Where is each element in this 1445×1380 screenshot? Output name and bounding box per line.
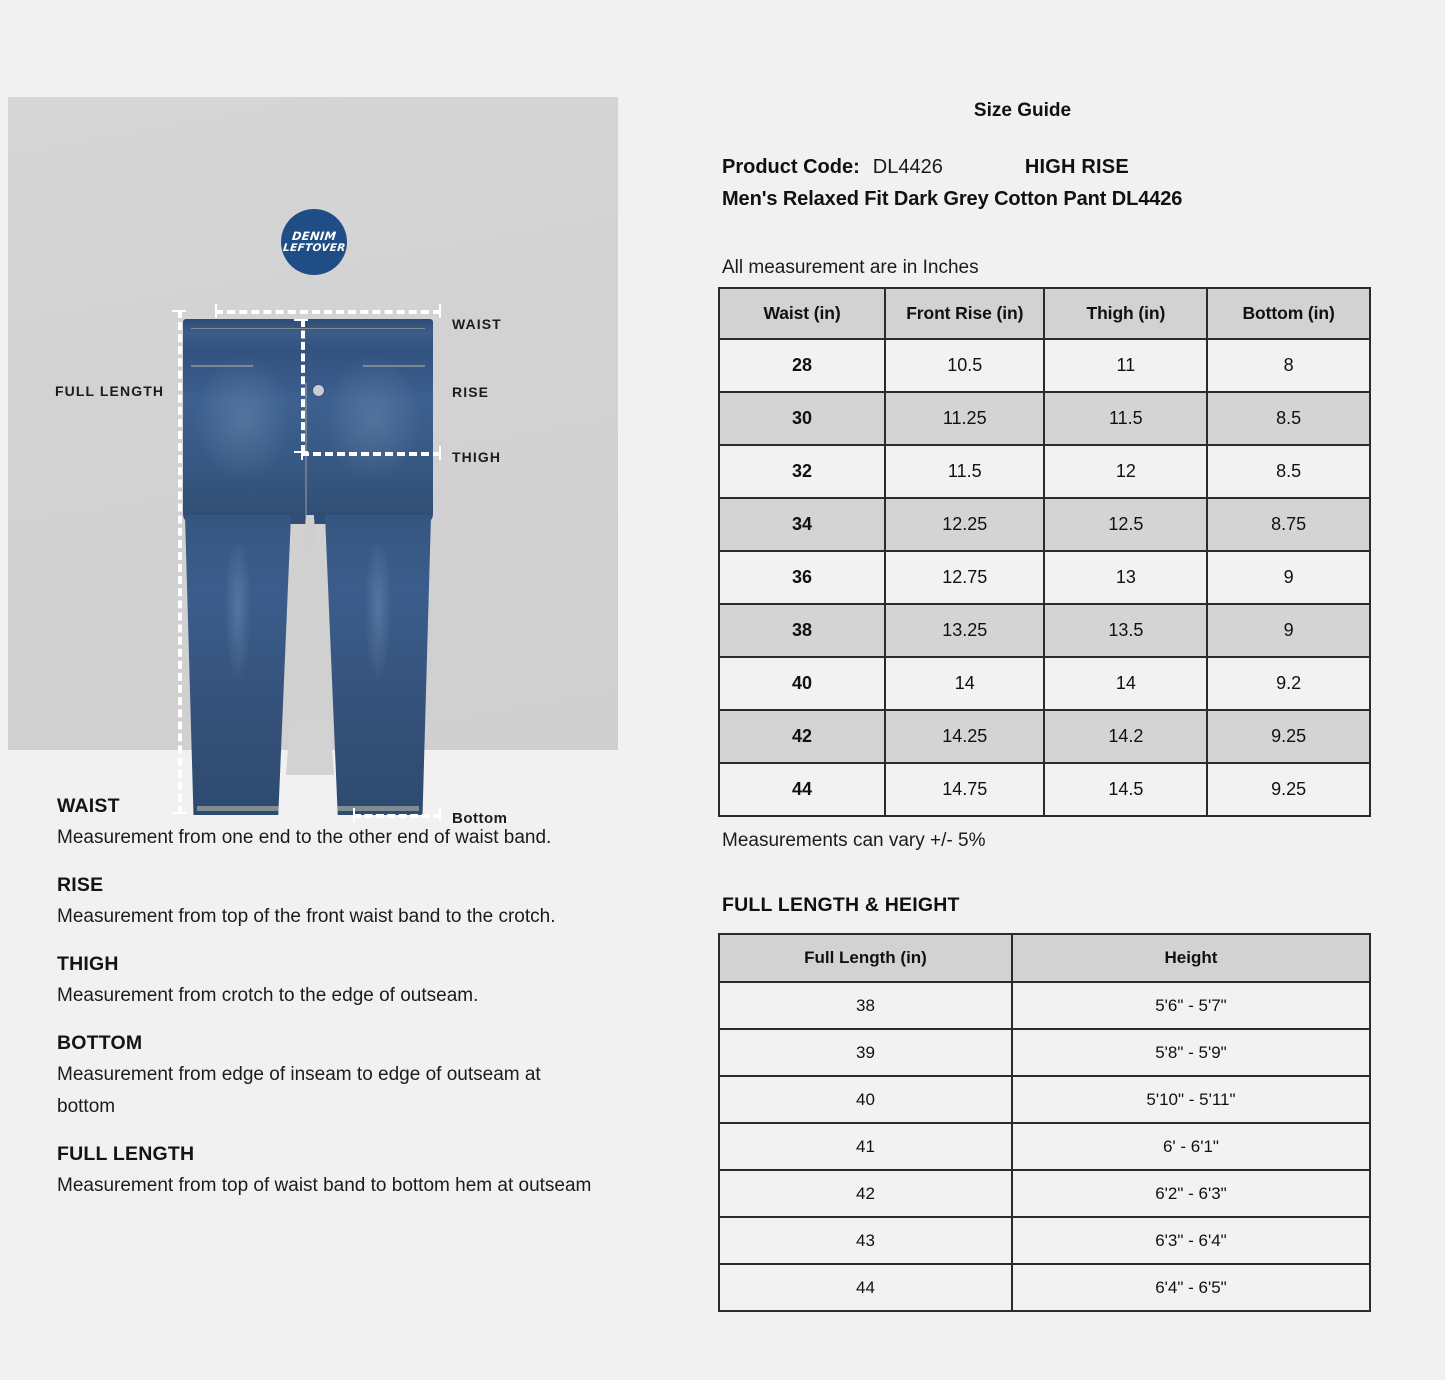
cell-waist: 36 (719, 551, 885, 604)
cell-height: 6' - 6'1" (1012, 1123, 1370, 1170)
thigh-measure-cap-right (439, 446, 441, 460)
cell-bottom: 8.5 (1207, 445, 1370, 498)
table-row (719, 710, 1370, 763)
cell-thigh: 12.5 (1044, 498, 1207, 551)
full-length-heading: FULL LENGTH & HEIGHT (722, 894, 960, 916)
brand-logo-line2: LEFTOVER (282, 241, 346, 254)
table-row (719, 982, 1370, 1029)
variance-note: Measurements can vary +/- 5% (722, 830, 986, 851)
jeans-waistband (183, 319, 433, 353)
thigh-measure-line (301, 452, 441, 456)
product-code-row (722, 156, 1422, 179)
table-header-row (719, 288, 1370, 339)
table-row (719, 1170, 1370, 1217)
cell-thigh: 11.5 (1044, 392, 1207, 445)
definition-bottom (57, 1032, 597, 1123)
table-row (719, 339, 1370, 392)
definition-text: Measurement from top of the front waist band to the crotch. (57, 905, 556, 927)
jeans-leg-left (185, 515, 291, 815)
cell-waist: 42 (719, 710, 885, 763)
table-row (719, 445, 1370, 498)
cell-waist: 44 (719, 763, 885, 816)
waist-measure-line (215, 310, 441, 314)
rise-measure-cap-top (294, 319, 308, 321)
definition-term: WAIST (57, 795, 120, 817)
rise-type-badge: HIGH RISE (1024, 156, 1129, 178)
cell-waist: 38 (719, 604, 885, 657)
cell-waist: 32 (719, 445, 885, 498)
column-header-height: Height (1012, 934, 1370, 982)
cell-thigh: 13 (1044, 551, 1207, 604)
definition-text: Measurement from one end to the other end of waist band. (57, 827, 552, 848)
definition-waist (57, 795, 597, 854)
cell-bottom: 8.5 (1207, 392, 1370, 445)
cell-height: 5'8" - 5'9" (1012, 1029, 1370, 1076)
jeans-pocket-right (363, 365, 425, 409)
cell-bottom: 9 (1207, 604, 1370, 657)
column-header-full-length: Full Length (in) (719, 934, 1012, 982)
cell-full-length: 40 (719, 1076, 1012, 1123)
cell-full-length: 39 (719, 1029, 1012, 1076)
jeans-hips (183, 349, 433, 524)
brand-logo-line1: DENIM (291, 229, 337, 244)
cell-thigh: 14.2 (1044, 710, 1207, 763)
table-row (719, 604, 1370, 657)
units-note: All measurement are in Inches (722, 257, 979, 278)
table-header-row (719, 934, 1370, 982)
cell-front-rise: 14 (885, 657, 1044, 710)
waist-measure-cap-left (215, 304, 217, 318)
cell-front-rise: 10.5 (885, 339, 1044, 392)
callout-label-full-length: FULL LENGTH (55, 383, 165, 399)
table-row (719, 657, 1370, 710)
definition-text: Measurement from crotch to the edge of outseam. (57, 984, 479, 1006)
cell-bottom: 9.2 (1207, 657, 1370, 710)
cell-front-rise: 11.25 (885, 392, 1044, 445)
definition-text: Measurement from edge of inseam to edge of outseam at bottom (57, 1063, 541, 1117)
cell-bottom: 8 (1207, 339, 1370, 392)
definition-term: BOTTOM (57, 1031, 143, 1054)
measurement-definitions (57, 795, 597, 1201)
cell-height: 6'3" - 6'4" (1012, 1217, 1370, 1264)
full-length-measure-line (178, 310, 182, 814)
definition-term: THIGH (57, 952, 119, 975)
rise-measure-line (301, 319, 305, 453)
product-illustration-column (0, 0, 660, 1380)
cell-full-length: 38 (719, 982, 1012, 1029)
definition-full-length (57, 1143, 597, 1202)
waist-measure-cap-right (439, 304, 441, 318)
jeans-pocket-left (191, 365, 253, 409)
cell-thigh: 14.5 (1044, 763, 1207, 816)
cell-front-rise: 11.5 (885, 445, 1044, 498)
cell-front-rise: 13.25 (885, 604, 1044, 657)
column-header-bottom: Bottom (in) (1207, 288, 1370, 339)
definition-text: Measurement from top of waist band to bottom hem at outseam (57, 1174, 592, 1196)
cell-height: 6'4" - 6'5" (1012, 1264, 1370, 1311)
table-row (719, 551, 1370, 604)
cell-waist: 30 (719, 392, 885, 445)
table-row (719, 392, 1370, 445)
cell-waist: 28 (719, 339, 885, 392)
jeans-leg-right (325, 515, 431, 815)
jeans-fly (305, 383, 307, 533)
column-header-front-rise: Front Rise (in) (885, 288, 1044, 339)
full-length-measure-cap-top (172, 310, 186, 312)
callout-label-rise: RISE (452, 384, 490, 400)
cell-front-rise: 12.75 (885, 551, 1044, 604)
table-row (719, 1217, 1370, 1264)
cell-bottom: 9 (1207, 551, 1370, 604)
cell-height: 5'10" - 5'11" (1012, 1076, 1370, 1123)
full-length-height-table (718, 933, 1371, 1312)
cell-height: 6'2" - 6'3" (1012, 1170, 1370, 1217)
cell-thigh: 14 (1044, 657, 1207, 710)
table-row (719, 1264, 1370, 1311)
product-code-label: Product Code: (722, 156, 860, 178)
page-title: Size Guide (973, 100, 1072, 121)
table-row (719, 498, 1370, 551)
cell-thigh: 13.5 (1044, 604, 1207, 657)
cell-bottom: 9.25 (1207, 710, 1370, 763)
cell-thigh: 12 (1044, 445, 1207, 498)
callout-label-waist: WAIST (452, 316, 502, 332)
cell-full-length: 41 (719, 1123, 1012, 1170)
table-row (719, 763, 1370, 816)
measurements-table (718, 287, 1371, 817)
product-image-panel (8, 97, 618, 827)
cell-full-length: 44 (719, 1264, 1012, 1311)
cell-bottom: 8.75 (1207, 498, 1370, 551)
cell-bottom: 9.25 (1207, 763, 1370, 816)
cell-full-length: 42 (719, 1170, 1012, 1217)
brand-logo (281, 209, 347, 275)
cell-full-length: 43 (719, 1217, 1012, 1264)
callout-label-thigh: THIGH (452, 449, 502, 465)
definition-term: FULL LENGTH (57, 1142, 195, 1165)
cell-waist: 34 (719, 498, 885, 551)
callout-label-bottom: Bottom (452, 810, 508, 827)
cell-height: 5'6" - 5'7" (1012, 982, 1370, 1029)
size-tables-column (660, 0, 1445, 1380)
table-row (719, 1076, 1370, 1123)
cell-front-rise: 14.25 (885, 710, 1044, 763)
definition-term: RISE (57, 873, 104, 896)
column-header-thigh: Thigh (in) (1044, 288, 1207, 339)
definition-rise (57, 874, 597, 933)
product-code-value: DL4426 (872, 156, 943, 178)
cell-front-rise: 12.25 (885, 498, 1044, 551)
cell-front-rise: 14.75 (885, 763, 1044, 816)
table-row (719, 1123, 1370, 1170)
jeans-button (313, 385, 324, 396)
column-header-waist: Waist (in) (719, 288, 885, 339)
jeans-illustration (183, 319, 433, 819)
cell-thigh: 11 (1044, 339, 1207, 392)
product-meta (722, 156, 1422, 211)
table-row (719, 1029, 1370, 1076)
thigh-measure-cap-left (301, 446, 303, 460)
cell-waist: 40 (719, 657, 885, 710)
product-name: Men's Relaxed Fit Dark Grey Cotton Pant DL4426 (722, 188, 1183, 210)
definition-thigh (57, 953, 597, 1012)
